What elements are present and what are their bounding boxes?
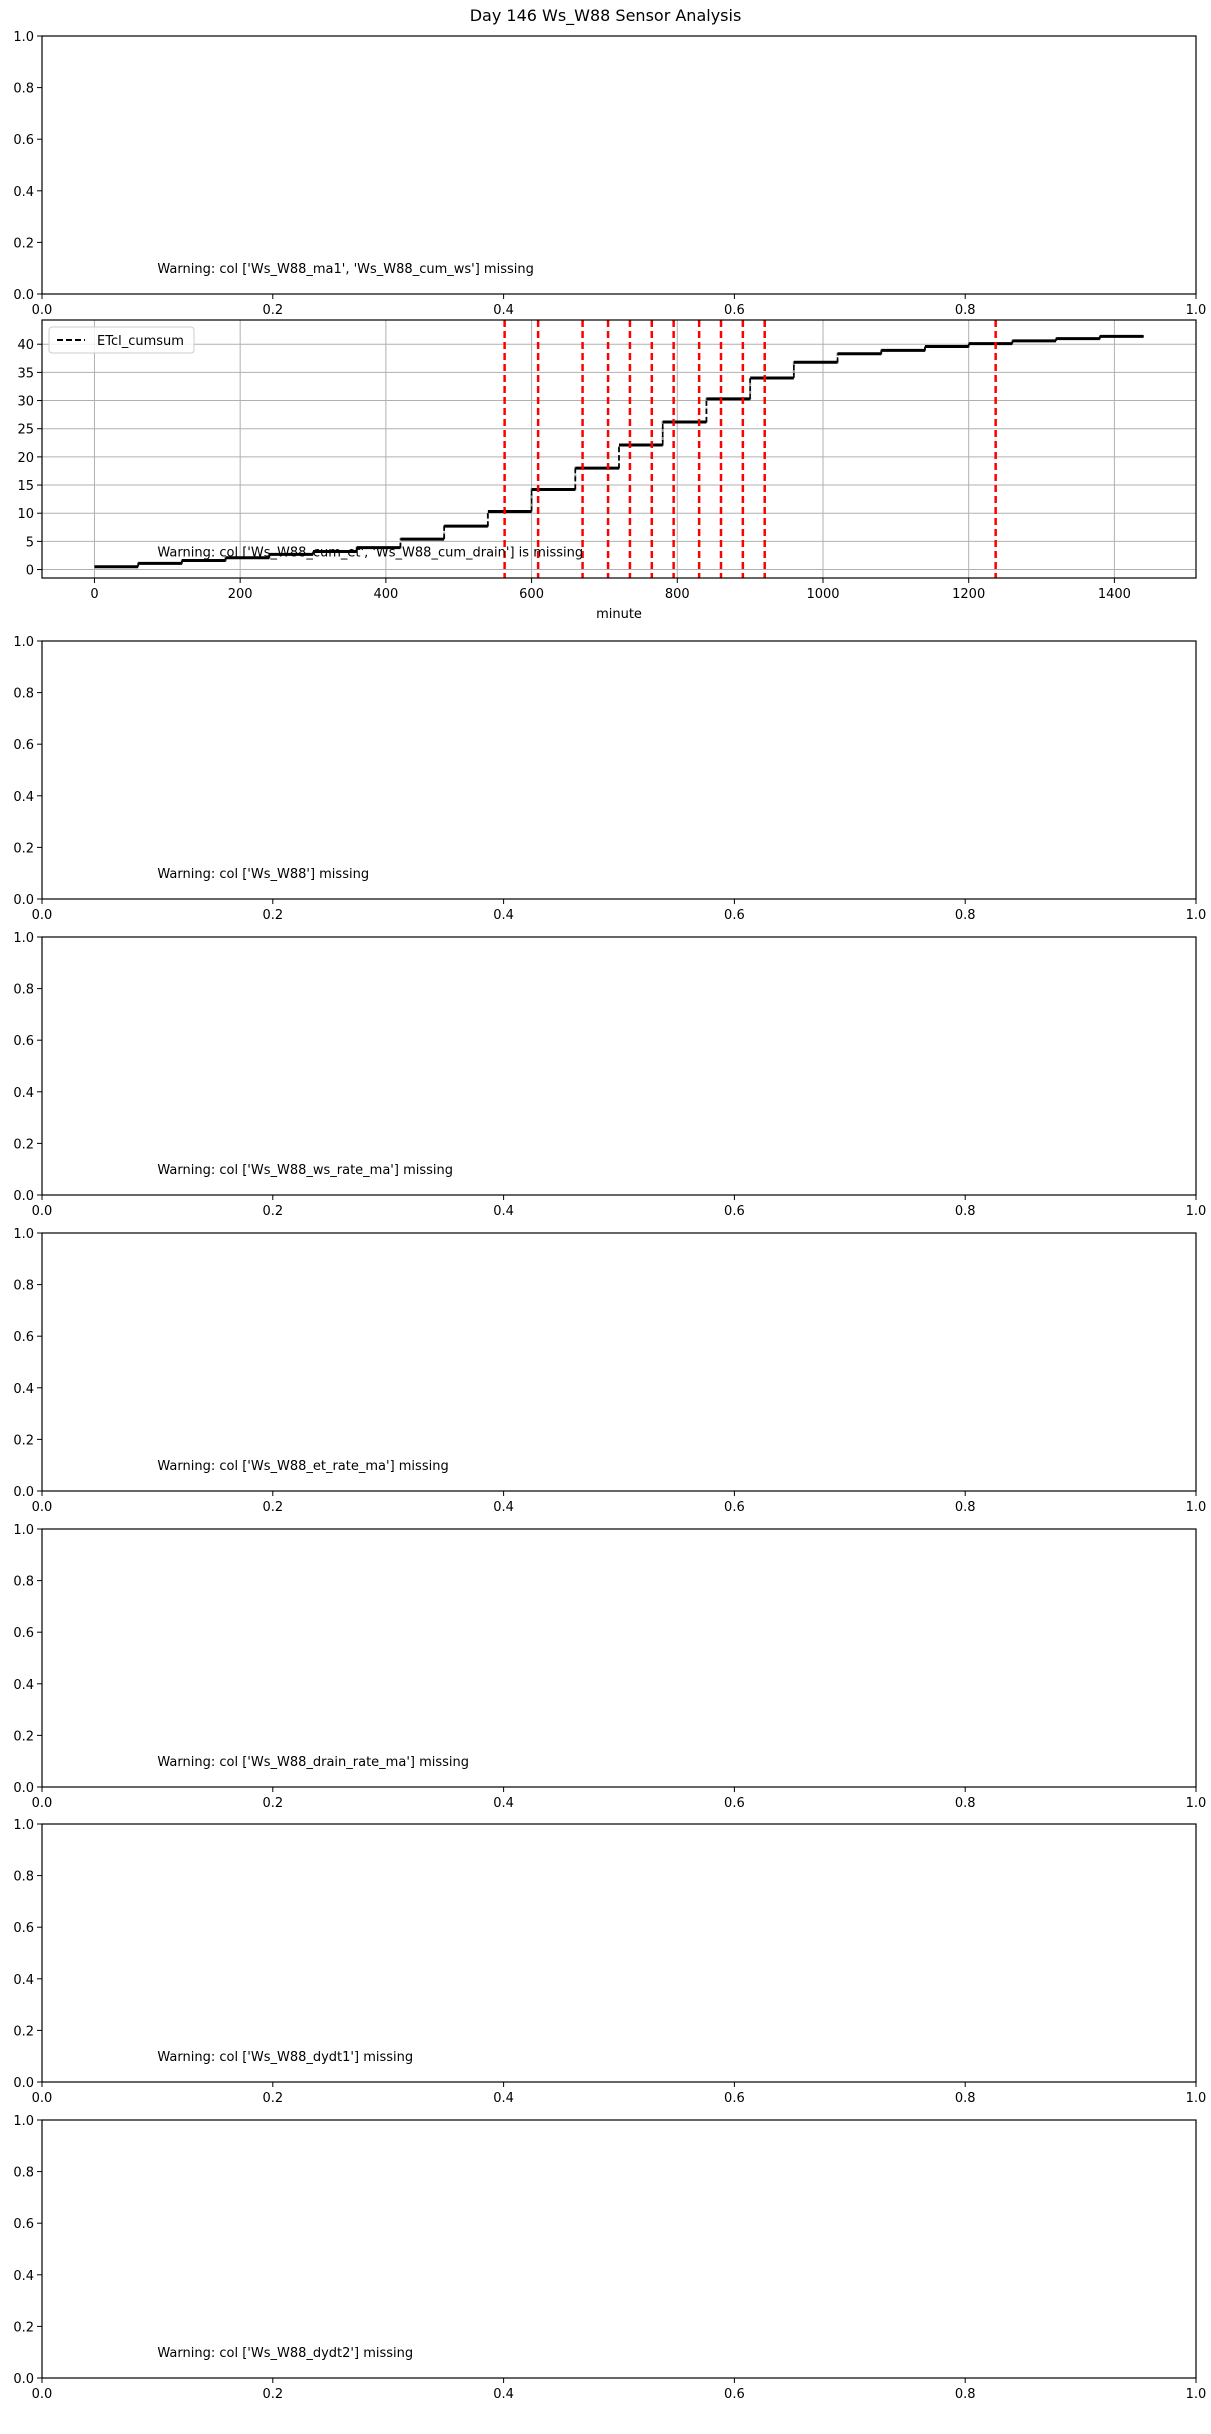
plot-area: [157, 2050, 413, 2065]
warning-annotation: Warning: col ['Ws_W88_et_rate_ma'] missing: [157, 1459, 449, 1475]
x-tick-label: 0.8: [954, 1500, 976, 1515]
plot-area: [157, 262, 533, 277]
y-tick-label: 0.8: [13, 686, 34, 702]
y-tick-label: 1.0: [13, 1523, 34, 1538]
y-tick-label: 0.2: [13, 2320, 34, 2336]
y-tick-label: 1.0: [13, 931, 34, 946]
x-tick-label: 1.0: [1185, 303, 1207, 318]
subplot-svg: [0, 1225, 1211, 1543]
y-tick-label: 0.2: [13, 2024, 34, 2040]
x-tick-label: 0.6: [724, 2387, 745, 2402]
x-tick-label: 1.0: [1185, 2387, 1207, 2402]
plot-area: [157, 1755, 469, 1770]
subplot-4: [0, 929, 1211, 1251]
y-tick-label: 35: [17, 366, 34, 382]
y-tick-label: 5: [25, 535, 34, 551]
y-tick-label: 25: [17, 422, 34, 438]
subplot-svg: [0, 929, 1211, 1247]
x-tick-label: 0.4: [493, 2091, 514, 2106]
x-tick-label: 0.0: [31, 2091, 53, 2106]
x-tick-label: 0.0: [31, 908, 53, 923]
x-tick-label: 200: [227, 587, 253, 602]
axes-frame: [42, 1529, 1196, 1787]
y-tick-label: 1.0: [13, 1818, 34, 1833]
x-tick-label: 0.2: [262, 908, 284, 923]
x-tick-label: 0.2: [262, 1796, 284, 1811]
x-tick-label: 0.8: [954, 2387, 976, 2402]
x-tick-label: 0.4: [493, 908, 514, 923]
x-tick-label: 0.8: [954, 1796, 976, 1811]
warning-annotation: Warning: col ['Ws_W88_ma1', 'Ws_W88_cum_ws'] missing: [157, 262, 534, 278]
y-tick-label: 0.4: [13, 184, 34, 200]
x-tick-label: 0.6: [724, 1204, 745, 1219]
warning-annotation: Warning: col ['Ws_W88_dydt2'] missing: [157, 2346, 414, 2362]
x-tick-label: 0.4: [493, 2387, 514, 2402]
y-tick-label: 1.0: [13, 2114, 34, 2129]
y-tick-label: 0.6: [13, 1330, 34, 1346]
y-tick-label: 0.0: [13, 2372, 34, 2387]
x-tick-label: 0.8: [954, 303, 976, 318]
x-axis-label: minute: [596, 607, 642, 622]
axes-frame: [42, 641, 1196, 899]
subplot-svg: [0, 2112, 1211, 2430]
y-tick-label: 1.0: [13, 1227, 34, 1242]
plot-area: [157, 2346, 413, 2361]
x-tick-label: 600: [519, 587, 544, 602]
x-tick-label: 1.0: [1185, 1796, 1207, 1811]
warning-annotation: Warning: col ['Ws_W88_dydt1'] missing: [157, 2050, 414, 2066]
y-tick-label: 0.6: [13, 2217, 34, 2233]
y-tick-label: 0.4: [13, 1381, 34, 1397]
x-tick-label: 0.6: [724, 1500, 745, 1515]
y-tick-label: 0.0: [13, 893, 34, 908]
y-tick-label: 0.6: [13, 1626, 34, 1642]
x-tick-label: 0.0: [31, 1204, 53, 1219]
y-tick-label: 0.8: [13, 2165, 34, 2181]
x-tick-label: 0.6: [724, 2091, 745, 2106]
x-tick-label: 0.0: [31, 1500, 53, 1515]
subplot-5: [0, 1225, 1211, 1547]
x-tick-label: 0.6: [724, 1796, 745, 1811]
plot-area: [157, 1459, 448, 1474]
subplot-7: [0, 1816, 1211, 2138]
y-tick-label: 0.0: [13, 1781, 34, 1796]
x-tick-label: 0.2: [262, 2091, 284, 2106]
subplot-svg: [0, 312, 1211, 630]
warning-annotation: Warning: col ['Ws_W88'] missing: [157, 867, 370, 883]
x-tick-label: 0.4: [493, 1204, 514, 1219]
x-tick-label: 1.0: [1185, 2091, 1207, 2106]
x-tick-label: 0.2: [262, 303, 284, 318]
subplot-2: [0, 312, 1211, 634]
x-tick-label: 1.0: [1185, 1500, 1207, 1515]
y-tick-label: 0.2: [13, 1137, 34, 1153]
y-tick-label: 0.8: [13, 1574, 34, 1590]
y-tick-label: 0.0: [13, 2076, 34, 2091]
x-tick-label: 0.0: [31, 2387, 53, 2402]
x-tick-label: 0.8: [954, 2091, 976, 2106]
x-tick-label: 0.2: [262, 2387, 284, 2402]
y-tick-label: 30: [17, 394, 34, 410]
x-tick-label: 0.6: [724, 303, 745, 318]
y-tick-label: 0.8: [13, 1278, 34, 1294]
y-tick-label: 0: [25, 563, 34, 579]
y-tick-label: 40: [17, 338, 34, 354]
y-tick-label: 0.4: [13, 1085, 34, 1101]
subplot-8: [0, 2112, 1211, 2434]
y-tick-label: 0.2: [13, 841, 34, 857]
subplot-svg: [0, 1816, 1211, 2134]
plot-area: [157, 1163, 453, 1178]
x-tick-label: 1200: [952, 587, 986, 602]
y-tick-label: 0.0: [13, 1189, 34, 1204]
axes-frame: [42, 937, 1196, 1195]
x-tick-label: 0.0: [31, 1796, 53, 1811]
y-tick-label: 0.4: [13, 2268, 34, 2284]
subplot-3: [0, 633, 1211, 955]
warning-annotation: Warning: col ['Ws_W88_cum_et', 'Ws_W88_cum_drain'] is missing: [157, 545, 584, 561]
subplot-svg: [0, 1521, 1211, 1839]
axes-frame: [42, 1233, 1196, 1491]
x-tick-label: 0.2: [262, 1500, 284, 1515]
y-tick-label: 1.0: [13, 30, 34, 45]
warning-annotation: Warning: col ['Ws_W88_drain_rate_ma'] missing: [157, 1755, 470, 1771]
subplot-1: [0, 28, 1211, 350]
y-tick-label: 0.8: [13, 81, 34, 97]
axes-frame: [42, 1824, 1196, 2082]
x-tick-label: 1000: [806, 587, 840, 602]
x-tick-label: 0.4: [493, 303, 514, 318]
x-tick-label: 0.8: [954, 1204, 976, 1219]
x-tick-label: 0.4: [493, 1500, 514, 1515]
plot-area: [42, 320, 1196, 578]
x-tick-label: 1.0: [1185, 1204, 1207, 1219]
plot-area: [157, 867, 369, 882]
subplot-6: [0, 1521, 1211, 1843]
axes-frame: [42, 2120, 1196, 2378]
x-tick-label: 0.6: [724, 908, 745, 923]
subplot-svg: [0, 28, 1211, 346]
y-tick-label: 0.8: [13, 982, 34, 998]
warning-annotation: Warning: col ['Ws_W88_ws_rate_ma'] missing: [157, 1163, 454, 1179]
y-tick-label: 0.0: [13, 288, 34, 303]
x-tick-label: 1.0: [1185, 908, 1207, 923]
x-tick-label: 0.4: [493, 1796, 514, 1811]
x-tick-label: 800: [664, 587, 690, 602]
subplot-svg: [0, 633, 1211, 951]
y-tick-label: 10: [17, 507, 34, 523]
y-tick-label: 1.0: [13, 635, 34, 650]
y-tick-label: 0.4: [13, 1677, 34, 1693]
y-tick-label: 15: [17, 479, 34, 495]
legend: [49, 327, 194, 353]
y-tick-label: 0.2: [13, 1729, 34, 1745]
y-tick-label: 0.4: [13, 1972, 34, 1988]
axes-frame: [42, 36, 1196, 294]
y-tick-label: 0.6: [13, 1034, 34, 1050]
figure-title: Day 146 Ws_W88 Sensor Analysis: [469, 6, 742, 25]
x-tick-label: 0.8: [954, 908, 976, 923]
y-tick-label: 0.8: [13, 1869, 34, 1885]
y-tick-label: 0.6: [13, 738, 34, 754]
legend-label: ETcl_cumsum: [97, 334, 184, 349]
y-tick-label: 20: [17, 450, 34, 466]
x-tick-label: 400: [373, 587, 399, 602]
y-tick-label: 0.0: [13, 1485, 34, 1500]
x-tick-label: 0: [90, 587, 99, 602]
x-tick-label: 1400: [1097, 587, 1131, 602]
y-tick-label: 0.6: [13, 1921, 34, 1937]
y-tick-label: 0.2: [13, 1433, 34, 1449]
x-tick-label: 0.2: [262, 1204, 284, 1219]
y-tick-label: 0.2: [13, 236, 34, 252]
y-tick-label: 0.6: [13, 133, 34, 149]
y-tick-label: 0.4: [13, 789, 34, 805]
x-tick-label: 0.0: [31, 303, 53, 318]
